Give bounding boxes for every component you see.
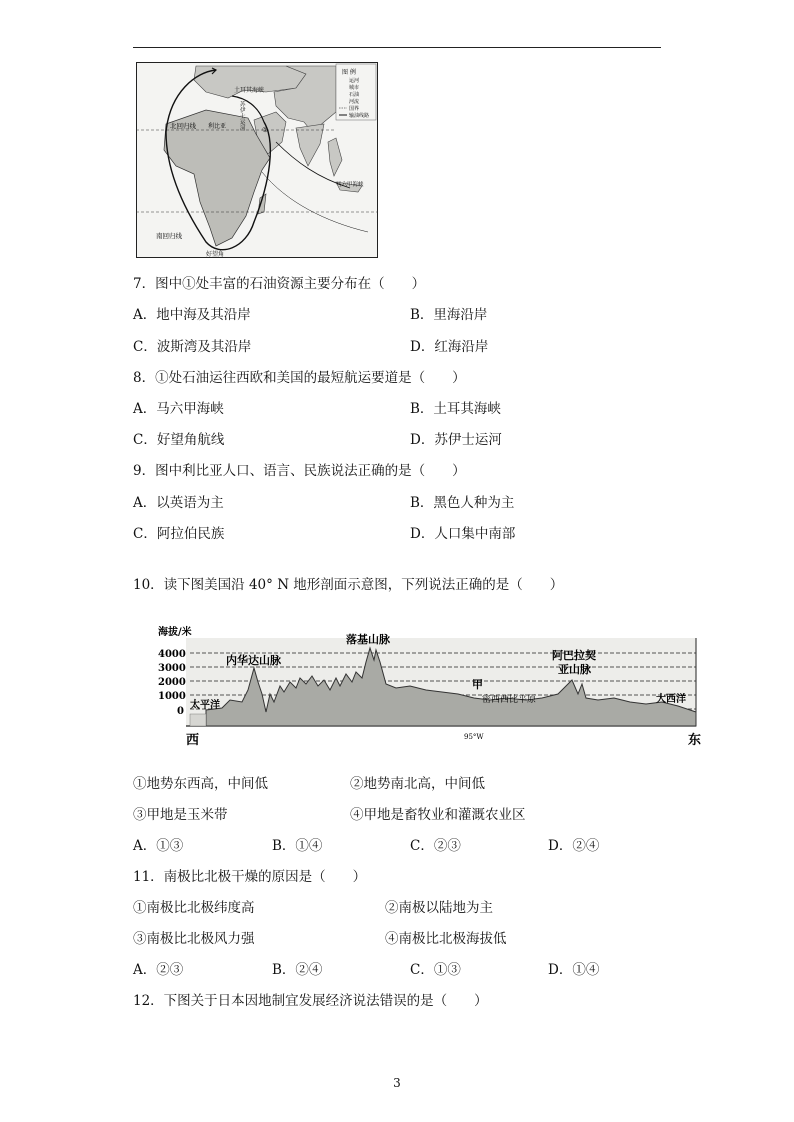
label-cape: 好望角 <box>206 251 225 258</box>
legend-item-oil: 石油 <box>349 92 360 98</box>
legend-item-border: 国界 <box>349 106 360 112</box>
legend-item-city: 城市 <box>349 85 360 91</box>
y-tick-3000: 3000 <box>158 663 186 674</box>
label-appalachian-1: 阿巴拉契 <box>552 649 596 662</box>
legend-title: 图 例 <box>342 69 356 76</box>
q10-stem: 10．读下图美国沿 40° N 地形剖面示意图，下列说法正确的是（ ） <box>133 577 564 593</box>
label-jia: 甲 <box>472 678 483 691</box>
label-mark-1: ① <box>262 126 269 134</box>
q10-statement-3: ③甲地是玉米带 <box>133 807 228 823</box>
q10-statement-2: ②地势南北高，中间低 <box>350 776 485 792</box>
q9-option-c[interactable]: C．阿拉伯民族 <box>133 526 225 542</box>
us-40n-profile <box>158 622 711 748</box>
q11-stem: 11．南极比北极干燥的原因是（ ） <box>133 869 367 885</box>
q10-statement-4: ④甲地是畜牧业和灌溉农业区 <box>350 807 526 823</box>
q9-option-d[interactable]: D．人口集中南部 <box>410 526 516 542</box>
oil-route-map <box>136 62 378 258</box>
q7-option-a[interactable]: A．地中海及其沿岸 <box>133 307 251 323</box>
q7-option-c[interactable]: C．波斯湾及其沿岸 <box>133 339 252 355</box>
q7-stem: 7．图中①处丰富的石油资源主要分布在（ ） <box>133 276 426 292</box>
label-turkey-strait: 土耳其海峡 <box>234 87 265 94</box>
y-tick-1000: 1000 <box>158 691 186 702</box>
q11-statement-2: ②南极以陆地为主 <box>385 900 493 916</box>
q10-statement-1: ①地势东西高，中间低 <box>133 776 268 792</box>
q9-option-b[interactable]: B．黑色人种为主 <box>410 495 515 511</box>
q11-statement-4: ④南极比北极海拔低 <box>385 931 507 947</box>
legend-item-river: 河流 <box>349 99 360 105</box>
svg-text:运: 运 <box>240 120 246 126</box>
label-east: 东 <box>688 733 702 748</box>
svg-text:苏: 苏 <box>240 102 246 108</box>
q10-option-d[interactable]: D．②④ <box>548 838 600 854</box>
profile-y-label: 海拔/米 <box>158 627 192 638</box>
label-meridian: 95°W <box>464 733 484 741</box>
q8-option-a[interactable]: A．马六甲海峡 <box>133 401 224 417</box>
q9-option-a[interactable]: A．以英语为主 <box>133 495 224 511</box>
page-number: 3 <box>393 1076 401 1090</box>
q7-option-b[interactable]: B．里海沿岸 <box>410 307 488 323</box>
label-pacific: 太平洋 <box>190 700 220 711</box>
q11-statement-3: ③南极比北极风力强 <box>133 931 255 947</box>
q8-stem: 8．①处石油运往西欧和美国的最短航运要道是（ ） <box>133 370 466 386</box>
y-tick-4000: 4000 <box>158 649 186 660</box>
label-malacca: 马六甲海峡 <box>336 182 364 188</box>
label-nevada: 内华达山脉 <box>226 654 281 667</box>
q10-option-c[interactable]: C．②③ <box>410 838 461 854</box>
legend-item-canal: 运河 <box>349 78 360 84</box>
q9-stem: 9．图中利比亚人口、语言、民族说法正确的是（ ） <box>133 463 466 479</box>
label-west: 西 <box>186 733 200 748</box>
q11-option-a[interactable]: A．②③ <box>133 962 184 978</box>
svg-text:伊: 伊 <box>240 108 246 114</box>
q8-option-b[interactable]: B．土耳其海峡 <box>410 401 501 417</box>
svg-text:士: 士 <box>240 114 246 120</box>
q7-option-d[interactable]: D．红海沿岸 <box>410 339 489 355</box>
q11-option-d[interactable]: D．①④ <box>548 962 600 978</box>
label-mississippi: 密西西比平原 <box>482 695 537 705</box>
svg-text:河: 河 <box>240 126 246 132</box>
label-south-tropic: 南回归线 <box>156 232 182 240</box>
label-libya: 利比亚 <box>208 123 227 130</box>
header-rule <box>133 47 661 48</box>
q8-option-d[interactable]: D．苏伊士运河 <box>410 432 502 448</box>
label-appalachian-2: 亚山脉 <box>558 663 591 676</box>
label-north-tropic: 北回归线 <box>170 122 196 130</box>
label-rocky: 落基山脉 <box>346 633 390 646</box>
q11-option-b[interactable]: B．②④ <box>272 962 323 978</box>
y-tick-2000: 2000 <box>158 677 186 688</box>
q11-option-c[interactable]: C．①③ <box>410 962 461 978</box>
q10-option-b[interactable]: B．①④ <box>272 838 323 854</box>
label-atlantic: 大西洋 <box>656 694 686 705</box>
legend-item-route: 输油线路 <box>349 113 370 119</box>
q11-statement-1: ①南极比北极纬度高 <box>133 900 255 916</box>
q10-option-a[interactable]: A．①③ <box>133 838 184 854</box>
q8-option-c[interactable]: C．好望角航线 <box>133 432 225 448</box>
y-tick-0: 0 <box>177 706 184 717</box>
q12-stem: 12．下图关于日本因地制宜发展经济说法错误的是（ ） <box>133 993 488 1009</box>
label-suez <box>240 100 246 132</box>
